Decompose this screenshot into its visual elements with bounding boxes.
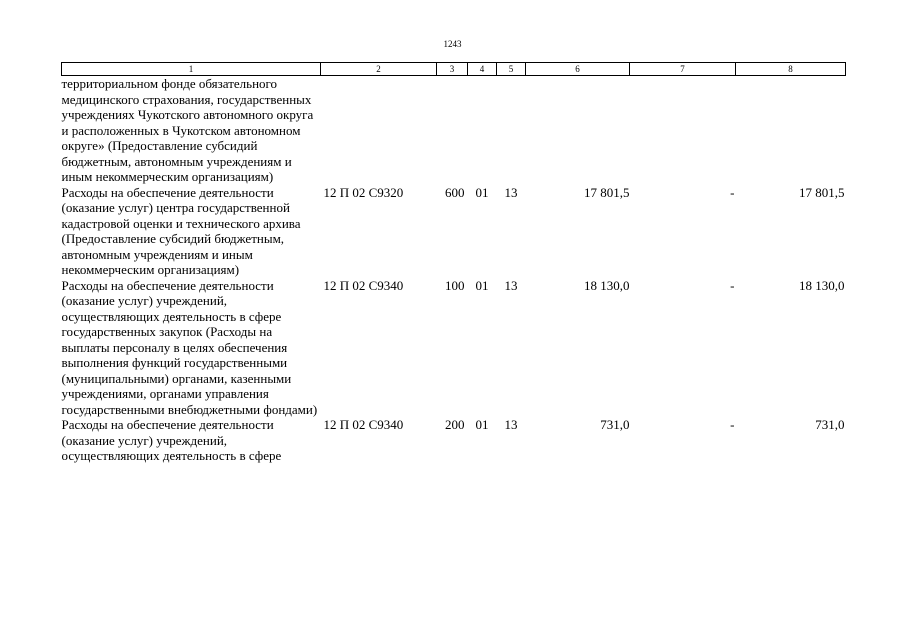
row-rz: 01 xyxy=(475,184,489,200)
row-sum: 18 130,0 xyxy=(584,277,630,293)
column-number: 2 xyxy=(321,63,437,76)
row-change: - xyxy=(730,277,735,293)
row-total: 18 130,0 xyxy=(799,277,845,293)
page-number: 1243 xyxy=(443,39,462,49)
row-sum: 17 801,5 xyxy=(584,184,630,200)
row-name: территориальном фонде обязательного медицинского страхования, государственных учреждениях Чукотского автономного округа и расположенных в Чукотском автономном округе» (Предоставление субсидий бюджетным, автономным учреждениям и иным некоммерческим организациям) xyxy=(61,76,314,184)
column-number: 7 xyxy=(630,63,736,76)
row-sum: 731,0 xyxy=(600,417,630,432)
row-name: Расходы на обеспечение деятельности (оказание услуг) учреждений, осуществляющих деятельность в сфере xyxy=(61,417,282,463)
column-number: 5 xyxy=(497,63,526,76)
row-change xyxy=(630,76,736,185)
row-rz: 01 xyxy=(475,277,489,293)
row-pr xyxy=(497,76,526,185)
row-pr: 13 xyxy=(504,277,518,293)
table-row xyxy=(62,76,846,185)
column-number: 1 xyxy=(62,63,321,76)
table-row xyxy=(62,278,846,418)
budget-table xyxy=(61,62,846,464)
column-number: 6 xyxy=(526,63,630,76)
row-vr xyxy=(437,76,468,185)
row-total: 731,0 xyxy=(815,417,845,432)
row-change: - xyxy=(730,184,735,200)
row-name: Расходы на обеспечение деятельности (оказание услуг) центра государственной кадастровой оценки и технического архива (Предоставление субсидий бюджетным, автономным учреждениям и иным некоммерческим организациям) xyxy=(61,184,301,277)
column-number: 3 xyxy=(437,63,468,76)
row-vr: 200 xyxy=(445,417,465,432)
row-code: 12 П 02 С9340 xyxy=(323,417,404,432)
row-change: - xyxy=(730,417,735,432)
table-row xyxy=(62,417,846,464)
row-pr: 13 xyxy=(504,417,518,432)
row-code: 12 П 02 С9320 xyxy=(323,184,404,200)
row-rz: 01 xyxy=(475,417,489,432)
row-code xyxy=(321,76,437,185)
row-total xyxy=(736,76,846,185)
column-number: 8 xyxy=(736,63,846,76)
row-vr: 600 xyxy=(445,184,465,200)
row-pr: 13 xyxy=(504,184,518,200)
row-total: 17 801,5 xyxy=(799,184,845,200)
row-code: 12 П 02 С9340 xyxy=(323,277,404,293)
row-name: Расходы на обеспечение деятельности (оказание услуг) учреждений, осуществляющих деятельность в сфере государственных закупок (Расходы на выплаты персоналу в целях обеспечения выполнения функций государственными (муниципальными) органами, казенными учреждениями, органами управления государственными внебюджетными фондами) xyxy=(61,277,318,417)
row-vr: 100 xyxy=(445,277,465,293)
row-rz xyxy=(468,76,497,185)
table-row xyxy=(62,185,846,278)
column-number: 4 xyxy=(468,63,497,76)
row-sum xyxy=(526,76,630,185)
column-number-row xyxy=(62,63,846,76)
